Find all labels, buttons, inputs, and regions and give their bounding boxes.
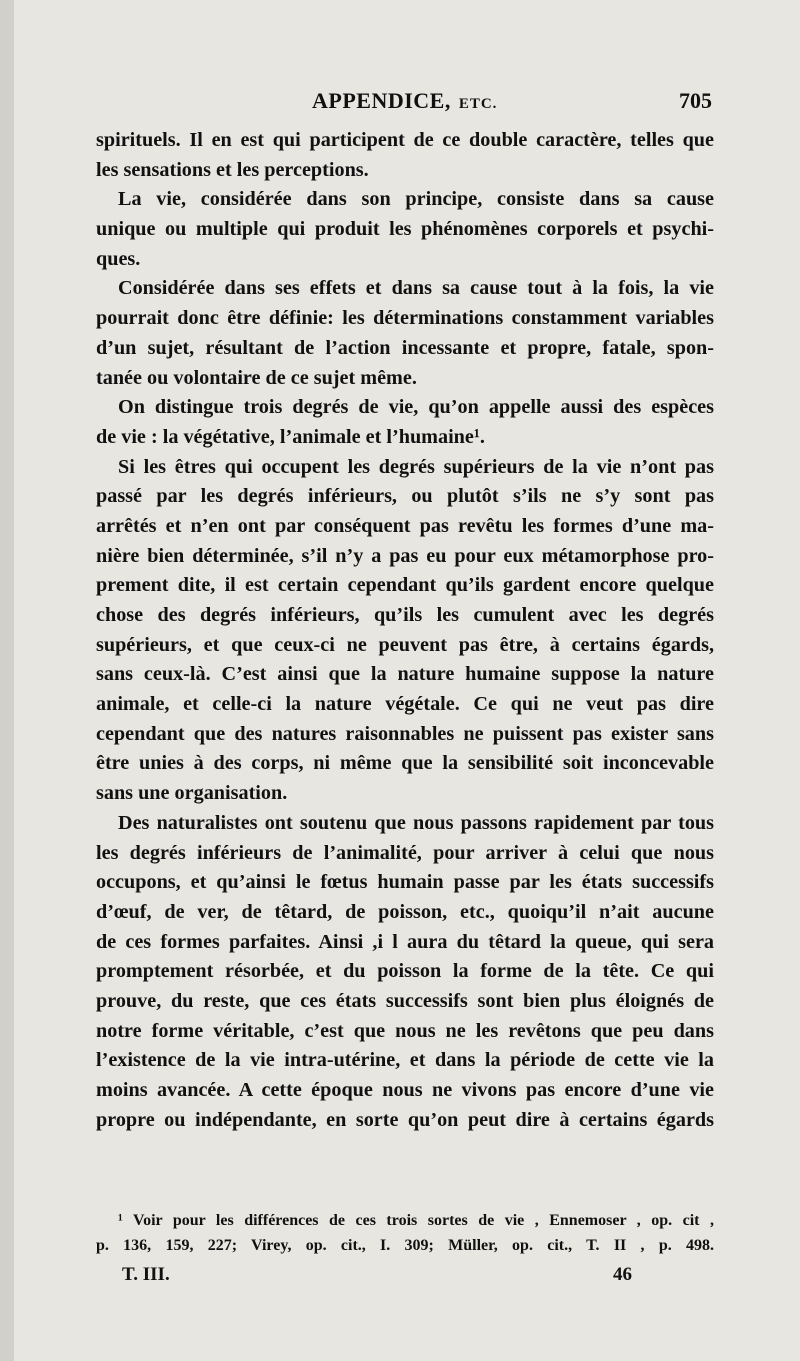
text-line: propre ou indépendante, en sorte qu’on peut dire à certains égards [96, 1108, 714, 1131]
footnote-line: ¹ Voir pour les différences de ces trois sortes de vie , Ennemoser , op. cit , [118, 1212, 714, 1229]
text-line: de ces formes parfaites. Ainsi ,i l aura du têtard la queue, qui sera [96, 930, 714, 953]
text-line: occupons, et qu’ainsi le fœtus humain passe par les états successifs [96, 871, 714, 894]
text-line: moins avancée. A cette époque nous ne vivons pas encore d’une vie [96, 1079, 714, 1101]
running-title-etc: ETC. [458, 96, 498, 112]
sheet-number: 46 [613, 1264, 632, 1285]
text-line: d’un sujet, résultant de l’action incessante et propre, fatale, spon- [96, 336, 714, 359]
body-text [96, 126, 714, 1135]
volume-signature: T. III. [122, 1264, 170, 1285]
running-title-main: APPENDICE, [312, 88, 451, 113]
text-line: prouve, du reste, que ces états successifs sont bien plus éloignés de [96, 989, 714, 1012]
page-number: 705 [679, 88, 712, 113]
text-line: tanée ou volontaire de ce sujet même. [96, 366, 417, 389]
text-line: Considérée dans ses effets et dans sa cause tout à la fois, la vie [118, 277, 714, 300]
text-line: supérieurs, et que ceux-ci ne peuvent pas être, à certains égards, [96, 633, 714, 656]
text-line: de vie : la végétative, l’animale et l’humaine¹. [96, 425, 485, 448]
text-line: cependant que des natures raisonnables ne puissent pas exister sans [96, 722, 714, 745]
text-line: arrêtés et n’en ont par conséquent pas revêtu les formes d’une ma- [96, 514, 714, 537]
text-line: les degrés inférieurs de l’animalité, pour arriver à celui que nous [96, 841, 714, 864]
text-line: d’œuf, de ver, de têtard, de poisson, etc., quoiqu’il n’ait aucune [96, 900, 714, 923]
scan-edge-shadow [0, 0, 14, 1361]
text-line: nière bien déterminée, s’il n’y a pas eu pour eux métamorphose pro- [96, 544, 714, 567]
text-line: sans ceux-là. C’est ainsi que la nature humaine suppose la nature [96, 663, 714, 686]
text-line: La vie, considérée dans son principe, consiste dans sa cause [118, 188, 714, 211]
text-line: pourrait donc être définie: les déterminations constamment variables [96, 307, 714, 330]
text-line: Des naturalistes ont soutenu que nous passons rapidement par tous [118, 811, 714, 834]
footnote-line: p. 136, 159, 227; Virey, op. cit., I. 309; Müller, op. cit., T. II , p. 498. [96, 1237, 714, 1254]
text-line: promptement résorbée, et du poisson la forme de la tête. Ce qui [96, 960, 714, 983]
text-line: On distingue trois degrés de vie, qu’on appelle aussi des espèces [118, 396, 714, 419]
text-line: Si les êtres qui occupent les degrés supérieurs de la vie n’ont pas [118, 455, 714, 478]
text-line: animale, et celle-ci la nature végétale. Ce qui ne veut pas dire [96, 693, 714, 716]
running-title [312, 88, 497, 114]
footnotes [96, 1208, 714, 1258]
text-line: l’existence de la vie intra-utérine, et dans la période de cette vie la [96, 1049, 714, 1072]
text-line: spirituels. Il en est qui participent de ce double caractère, telles que [96, 129, 714, 151]
text-line: les sensations et les perceptions. [96, 158, 369, 181]
text-line: notre forme véritable, c’est que nous ne les revêtons que peu dans [96, 1019, 714, 1042]
text-line: prement dite, il est certain cependant qu’ils gardent encore quelque [96, 574, 714, 597]
text-line: sans une organisation. [96, 782, 288, 805]
text-line: être unies à des corps, ni même que la sensibilité soit inconcevable [96, 752, 714, 775]
running-header [96, 86, 712, 122]
text-line: passé par les degrés inférieurs, ou plutôt s’ils ne s’y sont pas [96, 485, 714, 508]
text-line: unique ou multiple qui produit les phénomènes corporels et psychi- [96, 218, 714, 241]
text-line: chose des degrés inférieurs, qu’ils les cumulent avec les degrés [96, 604, 714, 626]
text-line: ques. [96, 247, 141, 270]
